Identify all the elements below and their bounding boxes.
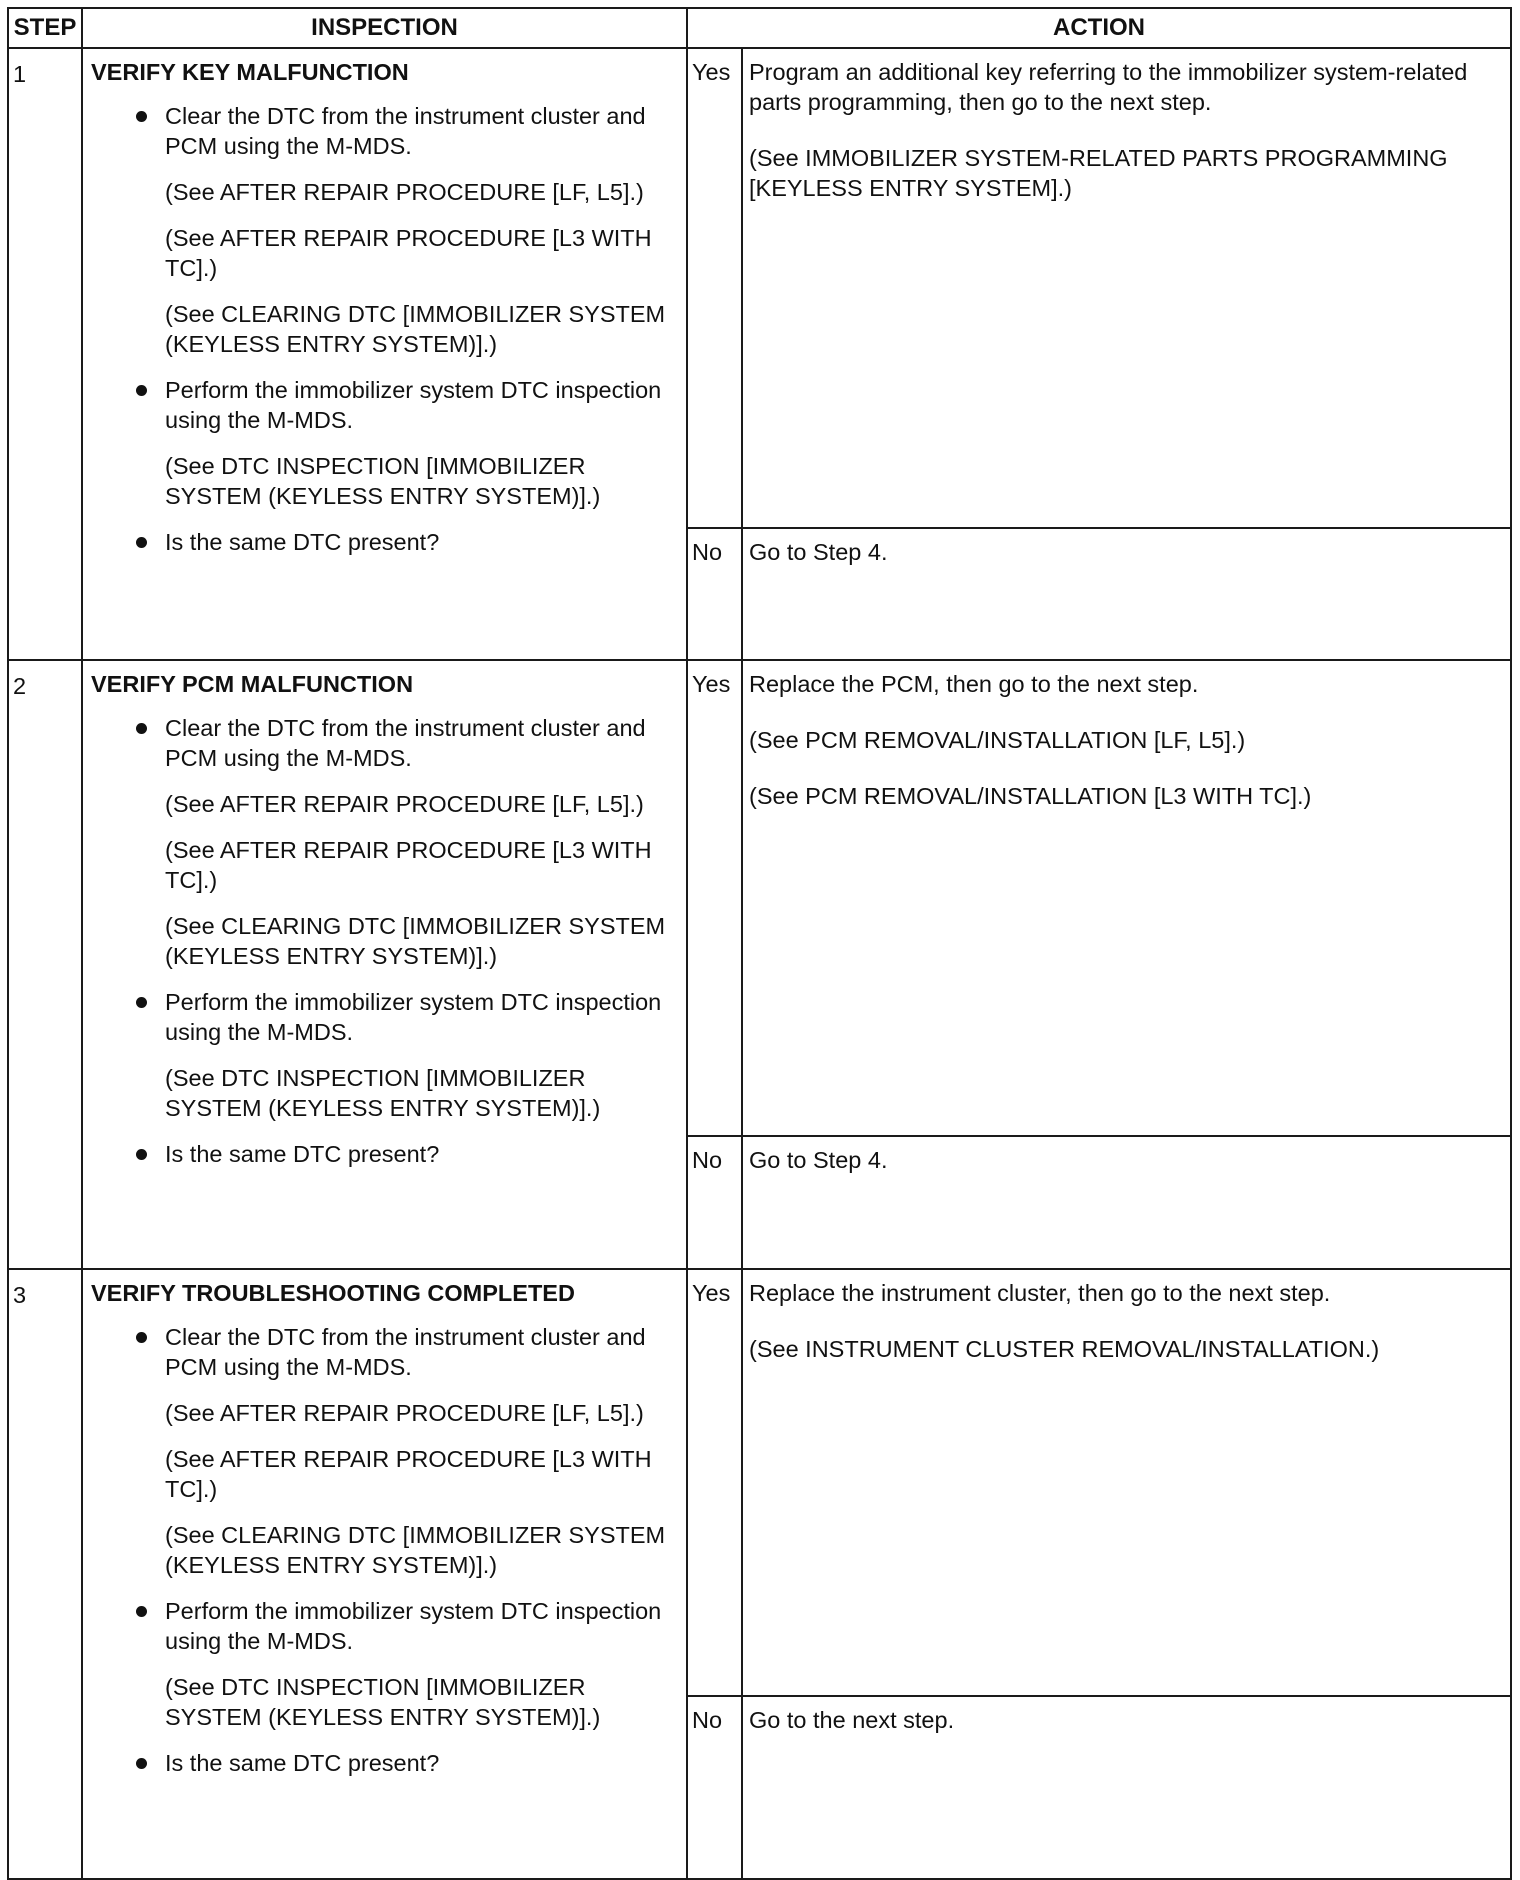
step-number: 3 — [8, 1269, 82, 1879]
header-step: STEP — [8, 8, 82, 48]
inspection-bullet — [91, 1748, 680, 1778]
step-number: 2 — [8, 660, 82, 1269]
bullet-dot-icon — [136, 111, 147, 122]
action-text: Program an additional key referring to the immobilizer system-related parts programming, then go to the next step. — [749, 59, 1468, 115]
inspection-bullet — [91, 713, 680, 773]
action-text: Go to Step 4. — [749, 539, 888, 565]
no-label: No — [687, 1136, 742, 1269]
diagnostic-table — [7, 7, 1512, 1880]
bullet-text: Is the same DTC present? — [165, 1750, 440, 1776]
reference-text: (See DTC INSPECTION [IMMOBILIZER SYSTEM (KEYLESS ENTRY SYSTEM)].) — [165, 1674, 601, 1730]
inspection-bullet — [91, 1139, 680, 1169]
reference-text: (See AFTER REPAIR PROCEDURE [LF, L5].) — [165, 791, 644, 817]
yes-action — [742, 48, 1511, 528]
reference-text: (See DTC INSPECTION [IMMOBILIZER SYSTEM (KEYLESS ENTRY SYSTEM)].) — [165, 453, 601, 509]
no-action — [742, 1696, 1511, 1879]
action-text: (See INSTRUMENT CLUSTER REMOVAL/INSTALLATION.) — [749, 1336, 1380, 1362]
no-action — [742, 1136, 1511, 1269]
action-text: (See PCM REMOVAL/INSTALLATION [LF, L5].) — [749, 727, 1246, 753]
inspection-cell — [82, 48, 687, 660]
bullet-text: Perform the immobilizer system DTC inspection using the M-MDS. — [165, 989, 662, 1045]
bullet-dot-icon — [136, 997, 147, 1008]
bullet-dot-icon — [136, 1149, 147, 1160]
reference-text: (See AFTER REPAIR PROCEDURE [L3 WITH TC].) — [165, 1446, 652, 1502]
no-label: No — [687, 528, 742, 660]
step-number: 1 — [8, 48, 82, 660]
bullet-text: Perform the immobilizer system DTC inspection using the M-MDS. — [165, 377, 662, 433]
action-text: Replace the instrument cluster, then go to the next step. — [749, 1280, 1331, 1306]
bullet-text: Clear the DTC from the instrument cluster and PCM using the M-MDS. — [165, 1324, 646, 1380]
bullet-dot-icon — [136, 1332, 147, 1343]
reference-text: (See AFTER REPAIR PROCEDURE [LF, L5].) — [165, 179, 644, 205]
bullet-dot-icon — [136, 1606, 147, 1617]
yes-label: Yes — [687, 660, 742, 1136]
reference-text: (See AFTER REPAIR PROCEDURE [L3 WITH TC].) — [165, 225, 652, 281]
table-body — [8, 48, 1511, 1879]
reference-text: (See AFTER REPAIR PROCEDURE [L3 WITH TC].) — [165, 837, 652, 893]
bullet-text: Is the same DTC present? — [165, 1141, 440, 1167]
inspection-cell — [82, 1269, 687, 1879]
yes-label: Yes — [687, 48, 742, 528]
table-header-row — [8, 8, 1511, 48]
reference-text: (See CLEARING DTC [IMMOBILIZER SYSTEM (KEYLESS ENTRY SYSTEM)].) — [165, 1522, 666, 1578]
bullet-text: Is the same DTC present? — [165, 529, 440, 555]
step-title: VERIFY TROUBLESHOOTING COMPLETED — [91, 1280, 575, 1306]
bullet-dot-icon — [136, 723, 147, 734]
inspection-bullet — [91, 375, 680, 435]
no-action — [742, 528, 1511, 660]
action-text: Replace the PCM, then go to the next step. — [749, 671, 1199, 697]
bullet-dot-icon — [136, 537, 147, 548]
bullet-text: Clear the DTC from the instrument cluster and PCM using the M-MDS. — [165, 103, 646, 159]
step-title: VERIFY KEY MALFUNCTION — [91, 59, 409, 85]
reference-text: (See DTC INSPECTION [IMMOBILIZER SYSTEM (KEYLESS ENTRY SYSTEM)].) — [165, 1065, 601, 1121]
inspection-bullet — [91, 1322, 680, 1382]
action-text: (See IMMOBILIZER SYSTEM-RELATED PARTS PROGRAMMING [KEYLESS ENTRY SYSTEM].) — [749, 145, 1448, 201]
reference-text: (See CLEARING DTC [IMMOBILIZER SYSTEM (KEYLESS ENTRY SYSTEM)].) — [165, 301, 666, 357]
header-action: ACTION — [687, 8, 1511, 48]
header-inspection: INSPECTION — [82, 8, 687, 48]
bullet-dot-icon — [136, 1758, 147, 1769]
no-label: No — [687, 1696, 742, 1879]
reference-text: (See AFTER REPAIR PROCEDURE [LF, L5].) — [165, 1400, 644, 1426]
inspection-bullet — [91, 101, 680, 161]
action-text: Go to Step 4. — [749, 1147, 888, 1173]
bullet-dot-icon — [136, 385, 147, 396]
action-text: (See PCM REMOVAL/INSTALLATION [L3 WITH TC].) — [749, 783, 1312, 809]
yes-action — [742, 660, 1511, 1136]
reference-text: (See CLEARING DTC [IMMOBILIZER SYSTEM (KEYLESS ENTRY SYSTEM)].) — [165, 913, 666, 969]
yes-action — [742, 1269, 1511, 1696]
action-text: Go to the next step. — [749, 1707, 955, 1733]
inspection-bullet — [91, 1596, 680, 1656]
yes-label: Yes — [687, 1269, 742, 1696]
bullet-text: Clear the DTC from the instrument cluster and PCM using the M-MDS. — [165, 715, 646, 771]
step-row-yes — [8, 48, 1511, 528]
step-title: VERIFY PCM MALFUNCTION — [91, 671, 414, 697]
step-row-yes — [8, 660, 1511, 1136]
inspection-cell — [82, 660, 687, 1269]
bullet-text: Perform the immobilizer system DTC inspection using the M-MDS. — [165, 1598, 662, 1654]
diagnostic-procedure-sheet — [7, 7, 1510, 1870]
inspection-bullet — [91, 527, 680, 557]
inspection-bullet — [91, 987, 680, 1047]
step-row-yes — [8, 1269, 1511, 1696]
